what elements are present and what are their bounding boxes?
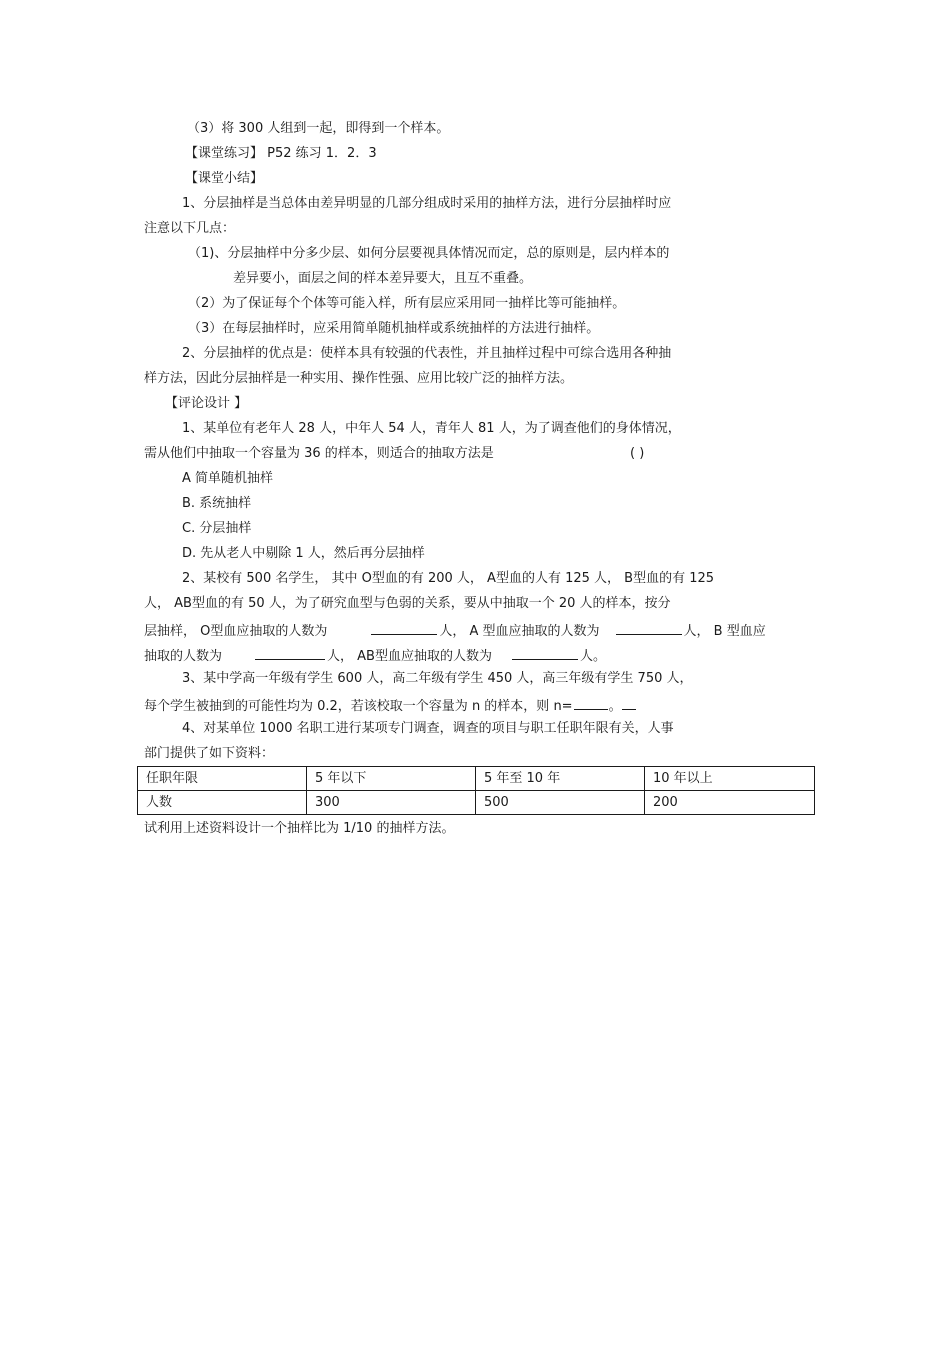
question-4: 部门提供了如下资料： <box>144 746 275 761</box>
answer-blank[interactable] <box>574 695 608 710</box>
option-b: B. 系统抽样 <box>182 496 252 511</box>
table-cell: 500 <box>476 791 645 815</box>
answer-blank[interactable] <box>512 645 578 660</box>
question-2: 人， AB型血的有 50 人，为了研究血型与色弱的关系，要从中抽取一个 20 人的样本，按分 <box>144 596 671 611</box>
question-4: 4、对某单位 1000 名职工进行某项专门调查，调查的项目与职工任职年限有关，人事 <box>182 721 674 736</box>
table-cell: 任职年限 <box>138 767 307 791</box>
text-line: 差异要小，面层之间的样本差异要大，且互不重叠。 <box>233 271 533 286</box>
option-d: D. 先从老人中剔除 1 人，然后再分层抽样 <box>182 546 425 561</box>
table-cell: 200 <box>645 791 815 815</box>
question-2: 层抽样， O型血应抽取的人数为 人， A 型血应抽取的人数为 人， B 型血应 <box>144 620 766 641</box>
option-c: C. 分层抽样 <box>182 521 252 536</box>
answer-blank[interactable] <box>255 645 325 660</box>
table-cell: 10 年以上 <box>645 767 815 791</box>
text-line: 注意以下几点： <box>144 221 236 236</box>
answer-bracket: ( ) <box>630 446 645 461</box>
section-heading: 【课堂练习】 P52 练习 1．2．3 <box>185 146 377 161</box>
text-line: （1)、分层抽样中分多少层、如何分层要视具体情况而定，总的原则是，层内样本的 <box>188 246 670 261</box>
table-cell: 300 <box>307 791 476 815</box>
question-3: 每个学生被抽到的可能性均为 0.2，若该校取一个容量为 n 的样本，则 n= 。 <box>144 695 636 716</box>
text-line: （3）将 300 人组到一起，即得到一个样本。 <box>187 121 450 136</box>
table-cell: 人数 <box>138 791 307 815</box>
answer-blank[interactable] <box>371 620 437 635</box>
option-a: A 简单随机抽样 <box>182 471 274 486</box>
table-row <box>138 791 815 815</box>
table-cell: 5 年以下 <box>307 767 476 791</box>
tenure-table <box>137 766 815 815</box>
question-2: 2、某校有 500 名学生， 其中 O型血的有 200 人， A型血的人有 125 人， B型血的有 125 <box>182 571 715 586</box>
text-line: 2、分层抽样的优点是：使样本具有较强的代表性，并且抽样过程中可综合选用各种抽 <box>182 346 672 361</box>
table-header-row <box>138 767 815 791</box>
answer-blank <box>622 695 636 710</box>
section-heading: 【课堂小结】 <box>185 171 264 186</box>
answer-blank[interactable] <box>616 620 682 635</box>
text-line: 样方法，因此分层抽样是一种实用、操作性强、应用比较广泛的抽样方法。 <box>144 371 574 386</box>
question-1: 需从他们中抽取一个容量为 36 的样本，则适合的抽取方法是 <box>144 446 494 461</box>
text-line: （2）为了保证每个个体等可能入样，所有层应采用同一抽样比等可能抽样。 <box>188 296 626 311</box>
section-heading: 【评论设计 】 <box>165 396 248 411</box>
question-1: 1、某单位有老年人 28 人，中年人 54 人，青年人 81 人，为了调查他们的身体情况， <box>182 421 681 436</box>
table-cell: 5 年至 10 年 <box>476 767 645 791</box>
question-4-instruction: 试利用上述资料设计一个抽样比为 1/10 的抽样方法。 <box>144 821 455 836</box>
question-2: 抽取的人数为 人， AB型血应抽取的人数为 人。 <box>144 645 606 666</box>
text-line: 1、分层抽样是当总体由差异明显的几部分组成时采用的抽样方法，进行分层抽样时应 <box>182 196 672 211</box>
text-line: （3）在每层抽样时，应采用简单随机抽样或系统抽样的方法进行抽样。 <box>188 321 600 336</box>
question-3: 3、某中学高一年级有学生 600 人，高二年级有学生 450 人，高三年级有学生 750 人， <box>182 671 693 686</box>
